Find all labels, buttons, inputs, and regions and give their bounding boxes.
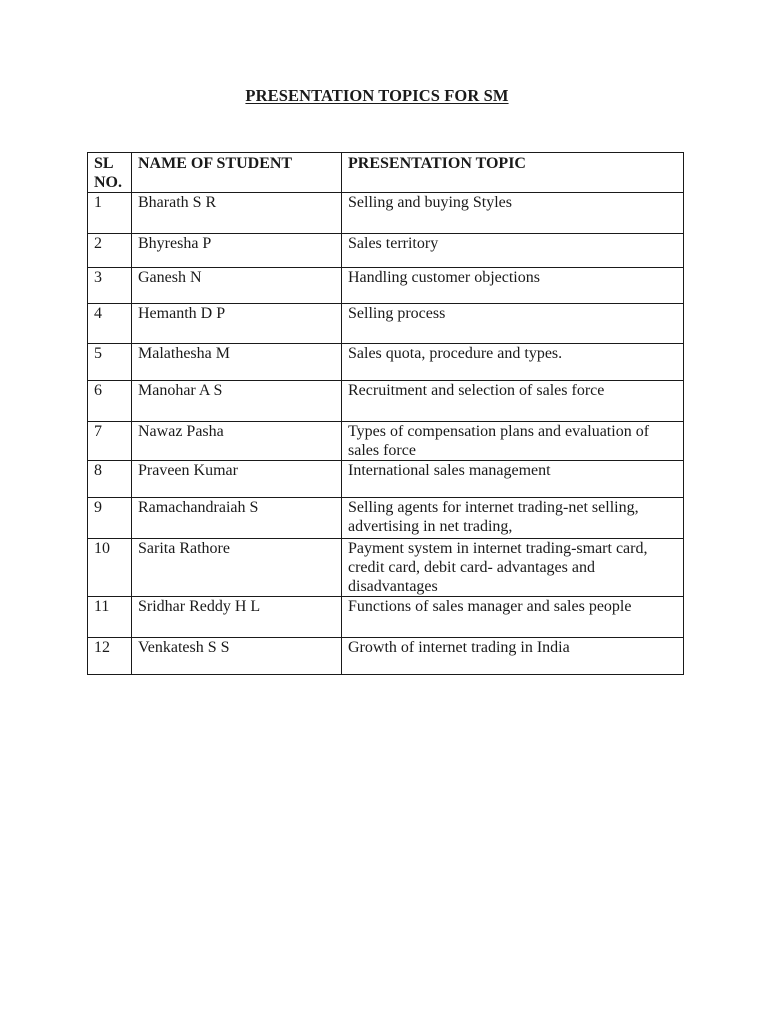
student-name-cell: Bharath S R xyxy=(132,193,342,234)
sl-no-cell: 6 xyxy=(88,381,132,422)
document-title: PRESENTATION TOPICS FOR SM xyxy=(245,86,509,105)
sl-no-cell: 3 xyxy=(88,268,132,304)
topic-cell: Functions of sales manager and sales people xyxy=(342,597,684,638)
student-name-cell: Venkatesh S S xyxy=(132,638,342,675)
student-name-cell: Bhyresha P xyxy=(132,234,342,268)
topic-cell: Selling and buying Styles xyxy=(342,193,684,234)
sl-no-cell: 11 xyxy=(88,597,132,638)
sl-no-cell: 9 xyxy=(88,498,132,539)
student-name-cell: Sridhar Reddy H L xyxy=(132,597,342,638)
sl-no-cell: 4 xyxy=(88,304,132,344)
sl-no-cell: 5 xyxy=(88,344,132,381)
table-row xyxy=(88,234,684,268)
table-row xyxy=(88,193,684,234)
table-row xyxy=(88,638,684,675)
topic-cell: Selling agents for internet trading-net selling, advertising in net trading, xyxy=(342,498,684,539)
student-name-cell: Sarita Rathore xyxy=(132,539,342,597)
topic-cell: Types of compensation plans and evaluation of sales force xyxy=(342,422,684,461)
table-row xyxy=(88,539,684,597)
sl-no-cell: 2 xyxy=(88,234,132,268)
presentation-topics-table xyxy=(87,152,684,675)
topic-cell: Payment system in internet trading-smart card, credit card, debit card- advantages and disadvantages xyxy=(342,539,684,597)
topic-cell: Recruitment and selection of sales force xyxy=(342,381,684,422)
student-name-cell: Ganesh N xyxy=(132,268,342,304)
sl-no-cell: 7 xyxy=(88,422,132,461)
sl-no-cell: 1 xyxy=(88,193,132,234)
column-header-student-name: NAME OF STUDENT xyxy=(132,153,342,193)
topic-cell: Selling process xyxy=(342,304,684,344)
topic-cell: Growth of internet trading in India xyxy=(342,638,684,675)
student-name-cell: Hemanth D P xyxy=(132,304,342,344)
table-row xyxy=(88,597,684,638)
student-name-cell: Praveen Kumar xyxy=(132,461,342,498)
table-row xyxy=(88,498,684,539)
student-name-cell: Ramachandraiah S xyxy=(132,498,342,539)
table-row xyxy=(88,381,684,422)
column-header-sl-no: SL NO. xyxy=(88,153,132,193)
topic-cell: Handling customer objections xyxy=(342,268,684,304)
table-row xyxy=(88,344,684,381)
table-row xyxy=(88,268,684,304)
table-row xyxy=(88,304,684,344)
sl-no-cell: 10 xyxy=(88,539,132,597)
sl-no-cell: 8 xyxy=(88,461,132,498)
student-name-cell: Malathesha M xyxy=(132,344,342,381)
table-row xyxy=(88,461,684,498)
student-name-cell: Nawaz Pasha xyxy=(132,422,342,461)
topic-cell: Sales quota, procedure and types. xyxy=(342,344,684,381)
student-name-cell: Manohar A S xyxy=(132,381,342,422)
sl-no-cell: 12 xyxy=(88,638,132,675)
table-row xyxy=(88,422,684,461)
topic-cell: Sales territory xyxy=(342,234,684,268)
column-header-presentation-topic: PRESENTATION TOPIC xyxy=(342,153,684,193)
table-header-row xyxy=(88,153,684,193)
topic-cell: International sales management xyxy=(342,461,684,498)
